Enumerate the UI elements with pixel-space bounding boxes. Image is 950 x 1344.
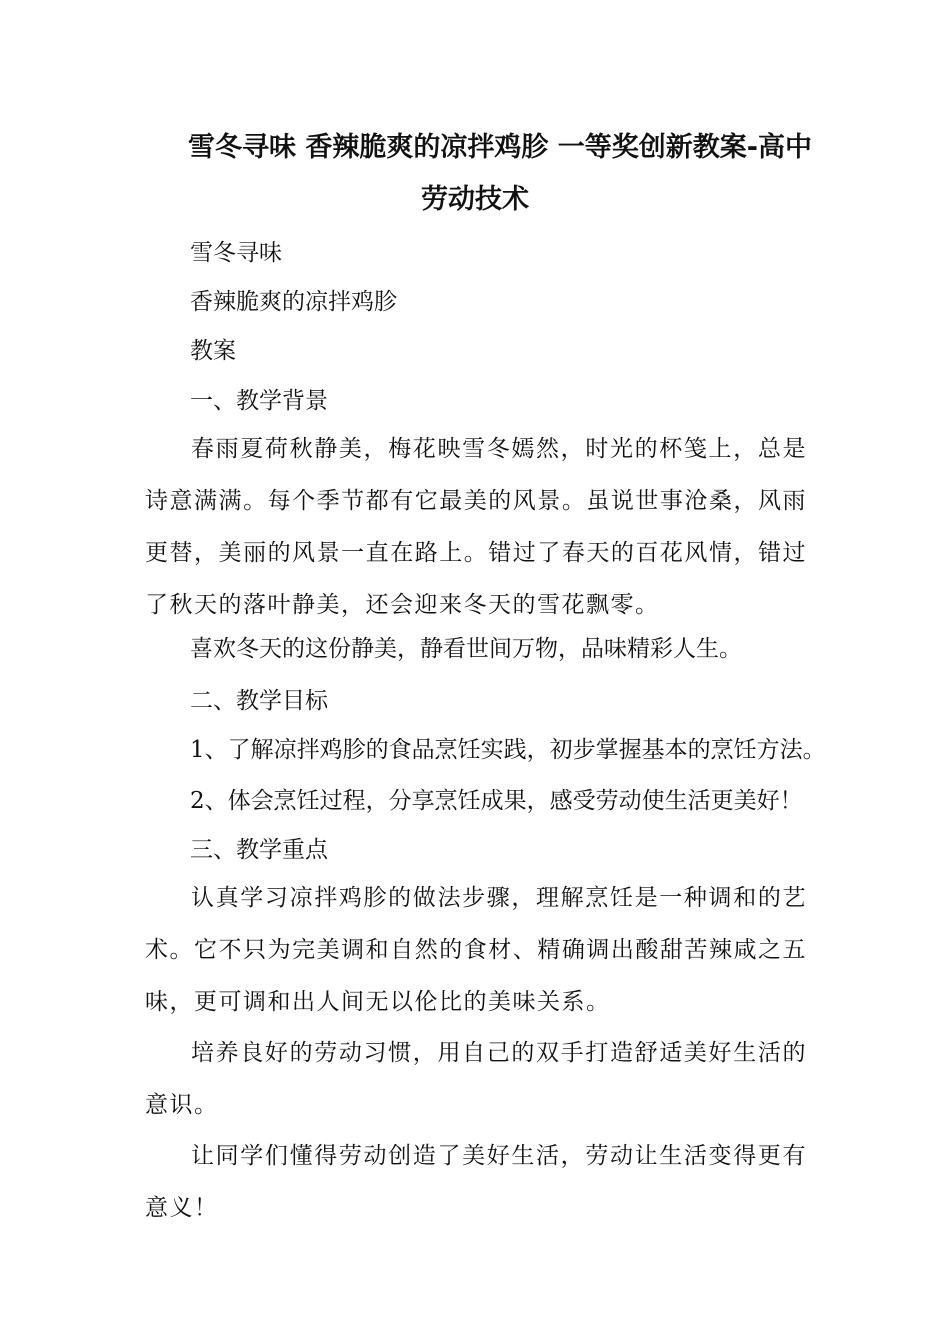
- section-1-paragraph-2: 喜欢冬天的这份静美，静看世间万物，品味精彩人生。: [190, 636, 742, 662]
- section-3-paragraph-1: 认真学习凉拌鸡胗的做法步骤，理解烹饪是一种调和的艺术。它不只为完美调和自然的食材、精确调出酸甜苦辣咸之五味，更可调和出人间无以伦比的美味关系。: [145, 885, 807, 1015]
- document-title-line-1: 雪冬寻味 香辣脆爽的凉拌鸡胗 一等奖创新教案-高中: [187, 132, 812, 163]
- heading-dish-name: 香辣脆爽的凉拌鸡胗: [190, 289, 397, 315]
- section-3-title: 三、教学重点: [190, 837, 328, 863]
- section-1-title: 一、教学背景: [190, 388, 328, 414]
- document-title-line-2: 劳动技术: [421, 184, 529, 215]
- section-1-paragraph-1: 春雨夏荷秋静美，梅花映雪冬嫣然，时光的杯笺上，总是诗意满满。每个季节都有它最美的风景。虽说世事沧桑，风雨更替，美丽的风景一直在路上。错过了春天的百花风情，错过了秋天的落叶静美，还会迎来冬天的雪花飘零。: [145, 436, 807, 618]
- section-3-paragraph-3: 让同学们懂得劳动创造了美好生活，劳动让生活变得更有意义！: [145, 1143, 807, 1221]
- section-3-paragraph-2: 培养良好的劳动习惯，用自己的双手打造舒适美好生活的意识。: [145, 1040, 807, 1118]
- section-2-title: 二、教学目标: [190, 688, 328, 714]
- section-2-item-2: 2、体会烹饪过程，分享烹饪成果，感受劳动使生活更美好！: [190, 788, 803, 814]
- section-2-item-1: 1、了解凉拌鸡胗的食品烹饪实践，初步掌握基本的烹饪方法。: [190, 737, 826, 763]
- heading-lesson-plan: 教案: [190, 338, 236, 364]
- heading-snow-winter: 雪冬寻味: [190, 240, 282, 266]
